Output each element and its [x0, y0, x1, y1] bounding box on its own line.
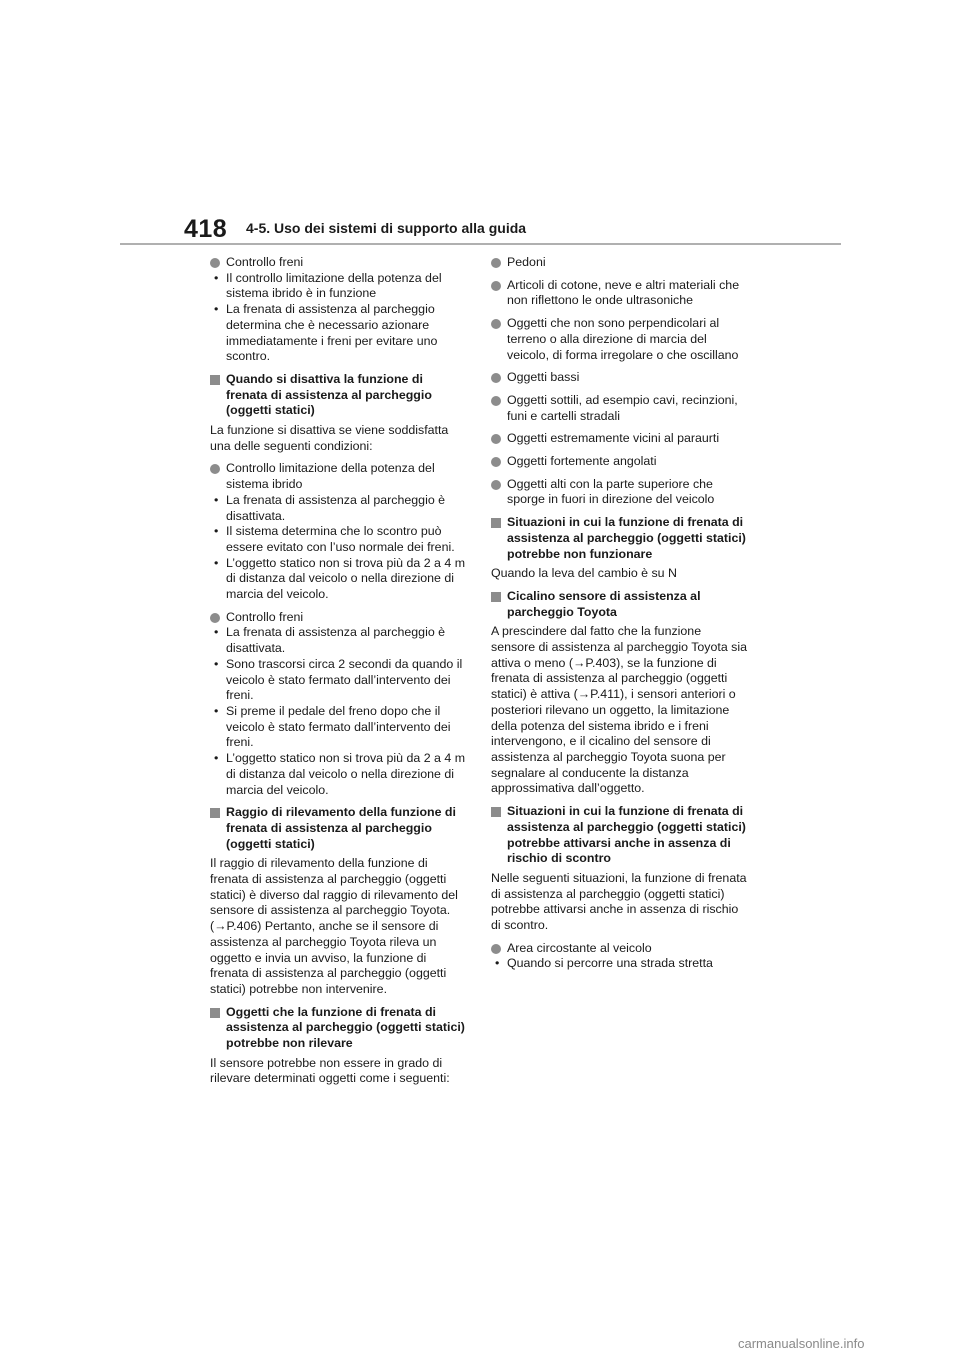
sub-mark: • — [495, 956, 500, 971]
heading-square-icon — [210, 808, 220, 818]
bullet-title: Controllo freni — [226, 255, 304, 269]
bullet-dot-icon — [491, 258, 501, 268]
paragraph: Quando la leva del cambio è su N — [491, 566, 677, 581]
bullet-title: Area circostante al veicolo — [507, 940, 652, 955]
bullet-dot-icon — [491, 434, 501, 444]
heading-square-icon — [210, 375, 220, 385]
heading-text: Cicalino sensore di assistenza al parcheggio Toyota — [507, 588, 701, 619]
bullet-surrounding-area — [491, 941, 747, 972]
section-title: 4-5. Uso dei sistemi di supporto alla guida — [246, 220, 527, 236]
sub-text: La frenata di assistenza al parcheggio è disattivata. — [226, 625, 446, 656]
bullet-text: Oggetti alti con la parte superiore che sporge in fuori in direzione del veicolo — [507, 476, 715, 507]
paragraph: A prescindere dal fatto che la funzione sensore di assistenza al parcheggio Toyota sia attiva o meno (→P.403), se la funzione di frenata di assistenza al parcheggio (oggetti statici) è attiva (→P.411), i sensori anteriori o posteriori rilevano un oggetto, la limitazione della potenza del sistema ibrido e i freni intervengono, e il cicalino del sensore di assistenza al parcheggio Toyota suona per segnalare al conducente la distanza approssimativa dall’oggetto. — [491, 624, 747, 796]
sub-item — [495, 956, 747, 972]
bullet-object — [491, 255, 747, 271]
bullet-dot-icon — [210, 613, 220, 623]
sub-text: La frenata di assistenza al parcheggio è disattivata. — [226, 492, 446, 523]
sub-item — [214, 556, 466, 603]
sub-mark: • — [214, 524, 219, 539]
header-rule — [120, 243, 841, 245]
bullet-dot-icon — [210, 258, 220, 268]
bullet-text: Oggetti bassi — [507, 370, 580, 385]
heading-text: Oggetti che la funzione di frenata di assistenza al parcheggio (oggetti statici) potrebbe non rilevare — [226, 1004, 465, 1051]
bullet-dot-icon — [491, 373, 501, 383]
paragraph: Nelle seguenti situazioni, la funzione di frenata di assistenza al parcheggio (oggetti statici) potrebbe attivarsi anche in assenza di rischio di scontro. — [491, 870, 747, 933]
sub-text: Il sistema determina che lo scontro può essere evitato con l’uso normale dei freni. — [226, 524, 455, 554]
sub-item — [214, 704, 466, 751]
bullet-text: Oggetti estremamente vicini al paraurti — [507, 431, 720, 446]
page-header — [0, 0, 960, 250]
heading-buzzer — [491, 589, 747, 620]
sub-text: L’oggetto statico non si trova più da 2 a 4 m di distanza dal veicolo o nella direzione di marcia del veicolo. — [226, 751, 466, 797]
heading-text: Quando si disattiva la funzione di frenata di assistenza al parcheggio (oggetti statici) — [226, 371, 432, 418]
paragraph: Il sensore potrebbe non essere in grado di rilevare determinati oggetti come i seguenti: — [210, 1055, 450, 1086]
bullet-title: Controllo limitazione della potenza del sistema ibrido — [226, 461, 435, 492]
bullet-dot-icon — [491, 457, 501, 467]
right-column — [491, 255, 747, 979]
sub-text: La frenata di assistenza al parcheggio determina che è necessario azionare immediatamente i freni per evitare uno scontro. — [226, 302, 438, 364]
heading-text: Situazioni in cui la funzione di frenata di assistenza al parcheggio (oggetti statici) potrebbe non funzionare — [507, 515, 746, 561]
sub-mark: • — [214, 302, 219, 317]
paragraph: La funzione si disattiva se viene soddisfatta una delle seguenti condizioni: — [210, 423, 449, 453]
sub-mark: • — [214, 270, 219, 285]
heading-square-icon — [491, 592, 501, 602]
sub-text: Quando si percorre una strada stretta — [507, 956, 713, 971]
bullet-title: Controllo freni — [226, 609, 304, 624]
heading-text: Situazioni in cui la funzione di frenata di assistenza al parcheggio (oggetti statici) potrebbe attivarsi anche in assenza di rischio di scontro — [507, 804, 746, 866]
sub-mark: • — [214, 656, 219, 671]
bullet-dot-icon — [491, 281, 501, 291]
bullet-object — [491, 370, 747, 386]
sub-text: Si preme il pedale del freno dopo che il veicolo è stato fermato dall’intervento dei freni. — [226, 703, 451, 750]
bullet-dot-icon — [491, 480, 501, 490]
heading-deactivation — [210, 372, 466, 419]
sub-mark: • — [214, 555, 219, 570]
heading-text: Raggio di rilevamento della funzione di frenata di assistenza al parcheggio (oggetti statici) — [226, 805, 456, 851]
heading-undetectable-objects — [210, 1005, 466, 1052]
bullet-dot-icon — [491, 319, 501, 329]
bullet-text: Pedoni — [507, 255, 546, 269]
bullet-dot-icon — [491, 396, 501, 406]
sub-text: L’oggetto statico non si trova più da 2 a 4 m di distanza dal veicolo o nella direzione di marcia del veicolo. — [226, 555, 466, 602]
bullet-brake-control-2 — [210, 610, 466, 798]
bullet-dot-icon — [210, 464, 220, 474]
bullet-object — [491, 278, 747, 309]
bullet-text: Articoli di cotone, neve e altri materiali che non riflettono le onde ultrasoniche — [507, 277, 740, 308]
sub-text: Sono trascorsi circa 2 secondi da quando il veicolo è stato fermato dall’intervento dei freni. — [226, 656, 463, 703]
sub-mark: • — [214, 703, 219, 718]
page-number: 418 — [184, 215, 228, 243]
bullet-text: Oggetti sottili, ad esempio cavi, recinzioni, funi e cartelli stradali — [507, 392, 738, 423]
sub-item — [214, 302, 466, 365]
heading-detection-range — [210, 805, 466, 852]
heading-square-icon — [491, 518, 501, 528]
bullet-object — [491, 454, 747, 470]
sub-mark: • — [214, 492, 219, 507]
sub-item — [214, 751, 466, 798]
bullet-object — [491, 431, 747, 447]
sub-text: Il controllo limitazione della potenza del sistema ibrido è in funzione — [226, 270, 442, 301]
sub-item — [214, 625, 466, 656]
bullet-text: Oggetti fortemente angolati — [507, 454, 657, 469]
left-column — [210, 255, 466, 1094]
watermark: carmanualsonline.info — [738, 1336, 865, 1351]
bullet-text: Oggetti che non sono perpendicolari al terreno o alla direzione di marcia del veicolo, di forma irregolare o che oscillano — [507, 316, 739, 362]
bullet-object — [491, 393, 747, 424]
bullet-dot-icon — [491, 944, 501, 954]
sub-mark: • — [214, 625, 219, 640]
bullet-object — [491, 316, 747, 363]
sub-mark: • — [214, 751, 219, 766]
bullet-object — [491, 477, 747, 508]
heading-square-icon — [491, 807, 501, 817]
bullet-brake-control — [210, 255, 466, 365]
sub-item — [214, 493, 466, 524]
heading-not-working — [491, 515, 747, 562]
sub-item — [214, 524, 466, 555]
bullet-power-limit-control — [210, 461, 466, 602]
sub-item — [214, 657, 466, 704]
heading-false-activation — [491, 804, 747, 867]
sub-item — [214, 271, 466, 302]
heading-square-icon — [210, 1008, 220, 1018]
paragraph: Il raggio di rilevamento della funzione di frenata di assistenza al parcheggio (oggetti statici) è diverso dal raggio di rilevamento del sensore di assistenza al parcheggio Toyota. (→P.406) Pertanto, anche se il sensore di assistenza al parcheggio Toyota rileva un oggetto e invia un avviso, la funzione di frenata di assistenza al parcheggio (oggetti statici) potrebbe non intervenire. — [210, 856, 458, 996]
